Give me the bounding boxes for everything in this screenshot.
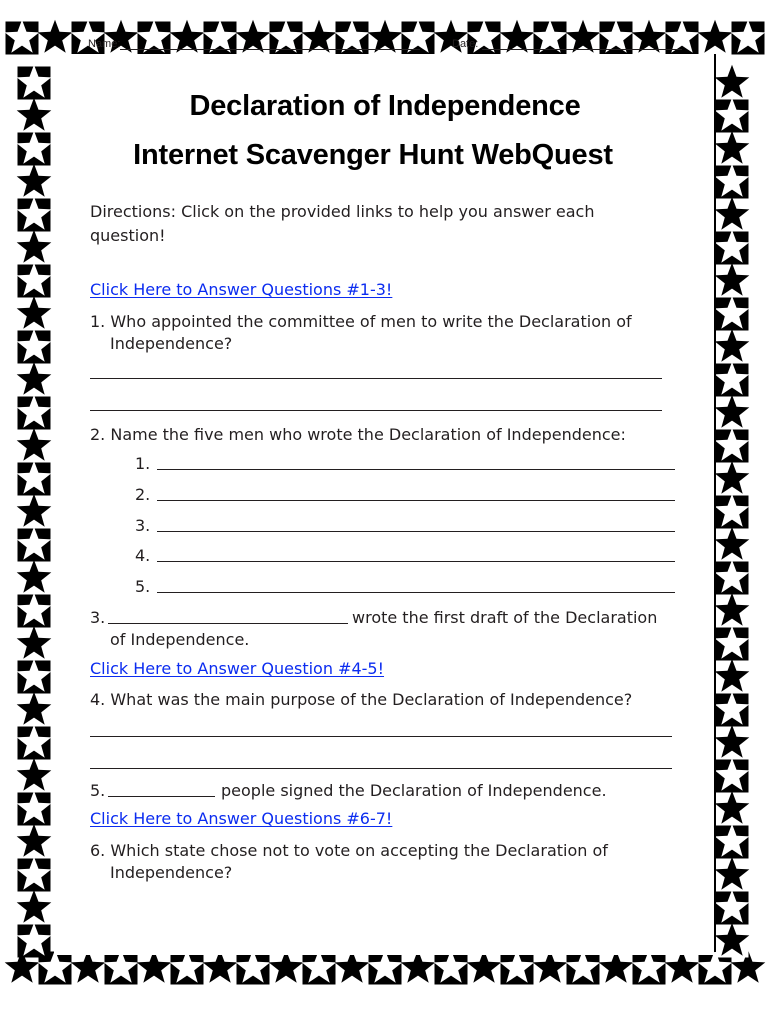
answer-line-q3[interactable] [108, 623, 348, 624]
q2-item-2-number: 2. [135, 485, 151, 504]
question-1-line-2: Independence? [110, 334, 233, 353]
star-icon [17, 428, 52, 463]
star-icon [715, 527, 750, 562]
q2-item-1-number: 1. [135, 454, 151, 473]
question-3-line-2: of Independence. [110, 630, 250, 649]
star-icon [368, 950, 403, 985]
question-1-line-1: 1. Who appointed the committee of men to write the Declaration of [90, 312, 632, 331]
star-icon [533, 950, 568, 985]
q2-item-4-number: 4. [135, 546, 151, 565]
star-icon [566, 950, 601, 985]
star-icon [17, 692, 52, 727]
name-line[interactable] [120, 49, 420, 50]
q2-item-5-number: 5. [135, 577, 151, 596]
answer-line-q2-2[interactable] [157, 500, 675, 501]
date-line[interactable] [482, 49, 682, 50]
star-icon [17, 362, 52, 397]
star-icon [17, 626, 52, 661]
star-icon [715, 791, 750, 826]
star-icon [500, 950, 535, 985]
star-icon [17, 923, 52, 958]
star-icon [17, 263, 52, 298]
directions-line-2: question! [90, 226, 166, 245]
star-icon [632, 950, 667, 985]
star-icon [715, 296, 750, 331]
link-questions-1-3[interactable]: Click Here to Answer Questions #1-3! [90, 280, 393, 299]
star-icon [17, 725, 52, 760]
star-icon [203, 950, 238, 985]
star-icon [715, 923, 750, 958]
star-icon [715, 692, 750, 727]
star-icon [599, 950, 634, 985]
star-icon [302, 950, 337, 985]
star-icon [17, 494, 52, 529]
star-icon [17, 395, 52, 430]
name-label: Name: [88, 38, 121, 50]
star-icon [715, 758, 750, 793]
question-6-line-1: 6. Which state chose not to vote on accepting the Declaration of [90, 841, 608, 860]
star-icon [715, 263, 750, 298]
star-icon [17, 197, 52, 232]
star-icon [715, 395, 750, 430]
question-2: 2. Name the five men who wrote the Declaration of Independence: [90, 425, 626, 444]
star-icon [715, 428, 750, 463]
star-icon [170, 950, 205, 985]
star-icon [17, 659, 52, 694]
date-label: Date: [452, 38, 479, 50]
star-icon [715, 461, 750, 496]
answer-line-q2-3[interactable] [157, 531, 675, 532]
star-icon [17, 857, 52, 892]
page-subtitle: Internet Scavenger Hunt WebQuest [133, 139, 613, 171]
star-icon [104, 950, 139, 985]
star-icon [715, 857, 750, 892]
star-icon [715, 362, 750, 397]
star-icon [715, 560, 750, 595]
star-icon [715, 593, 750, 628]
star-icon [17, 758, 52, 793]
star-icon [236, 950, 271, 985]
star-icon [715, 230, 750, 265]
star-icon [715, 890, 750, 925]
star-icon [715, 626, 750, 661]
star-icon [715, 725, 750, 760]
question-3-number: 3. [90, 608, 106, 627]
star-icon [269, 950, 304, 985]
link-questions-4-5[interactable]: Click Here to Answer Question #4-5! [90, 659, 385, 678]
link-questions-6-7[interactable]: Click Here to Answer Questions #6-7! [90, 809, 393, 828]
star-icon [335, 950, 370, 985]
star-icon [17, 329, 52, 364]
answer-line-q1-a[interactable] [90, 378, 662, 379]
question-4: 4. What was the main purpose of the Declaration of Independence? [90, 690, 633, 709]
answer-line-q2-1[interactable] [157, 469, 675, 470]
star-icon [467, 950, 502, 985]
star-icon [401, 950, 436, 985]
star-icon [715, 824, 750, 859]
answer-line-q1-b[interactable] [90, 410, 662, 411]
q2-item-3-number: 3. [135, 516, 151, 535]
directions-line-1: Directions: Click on the provided links to help you answer each [90, 202, 595, 221]
star-icon [17, 791, 52, 826]
star-icon [17, 296, 52, 331]
star-icon [17, 824, 52, 859]
answer-line-q4-a[interactable] [90, 736, 672, 737]
answer-line-q4-b[interactable] [90, 768, 672, 769]
star-icon [434, 950, 469, 985]
star-icon [715, 659, 750, 694]
star-icon [17, 890, 52, 925]
question-3-line-1: wrote the first draft of the Declaration [352, 608, 658, 627]
star-icon [137, 950, 172, 985]
star-icon [715, 197, 750, 232]
answer-line-q5[interactable] [108, 796, 215, 797]
star-icon [71, 950, 106, 985]
question-5-text: people signed the Declaration of Independence. [221, 781, 607, 800]
star-icon [715, 329, 750, 364]
star-icon [17, 560, 52, 595]
page-title: Declaration of Independence [189, 90, 581, 122]
star-icon [17, 593, 52, 628]
star-icon [17, 461, 52, 496]
star-icon [17, 527, 52, 562]
answer-line-q2-4[interactable] [157, 561, 675, 562]
question-5-number: 5. [90, 781, 106, 800]
star-icon [715, 494, 750, 529]
star-icon [665, 950, 700, 985]
star-icon [17, 230, 52, 265]
question-6-line-2: Independence? [110, 863, 233, 882]
answer-line-q2-5[interactable] [157, 592, 675, 593]
header-fields [0, 38, 770, 52]
